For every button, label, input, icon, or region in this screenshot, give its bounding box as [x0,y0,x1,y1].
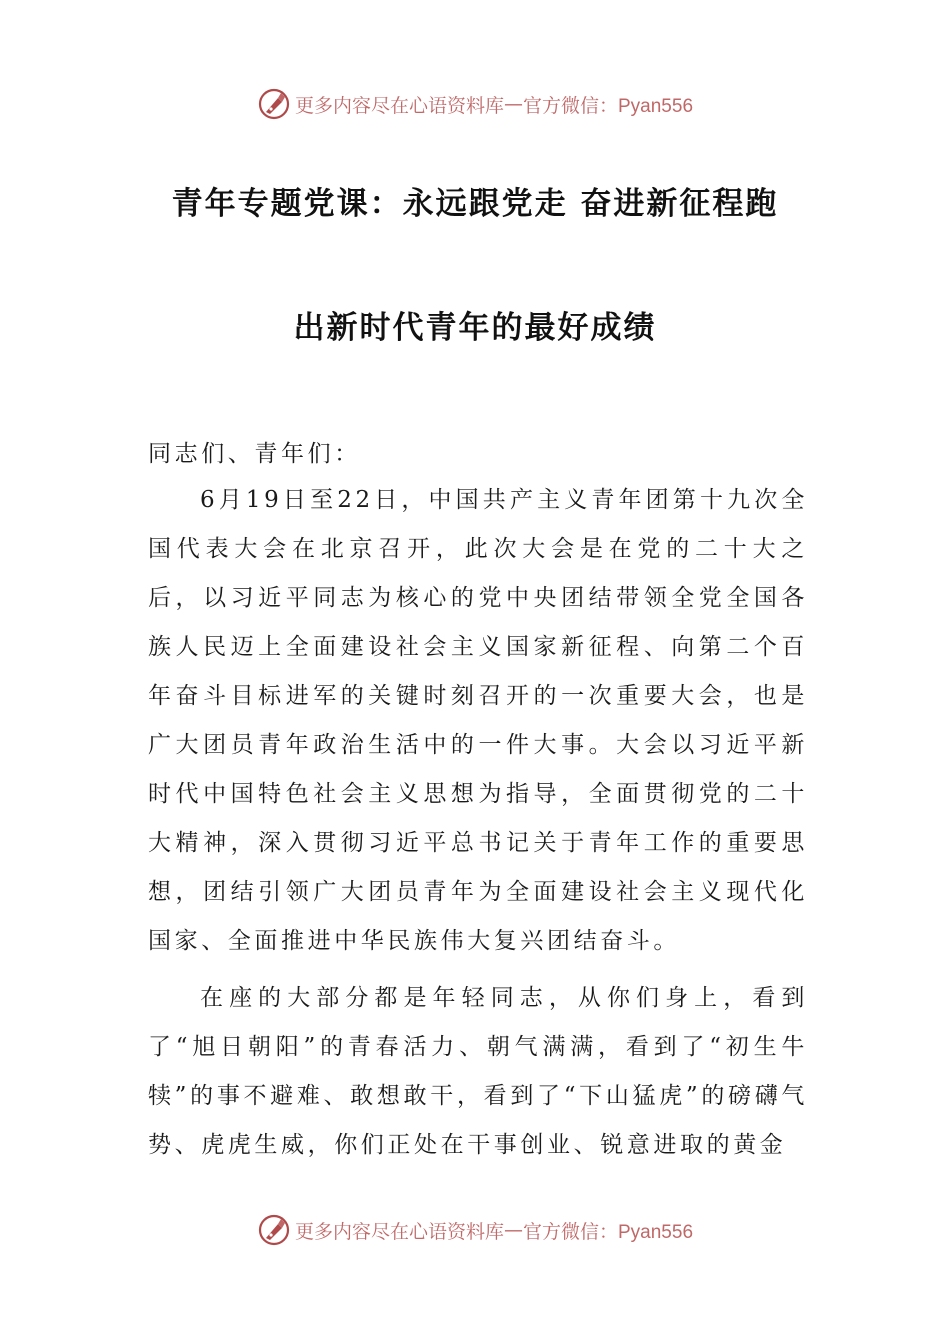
footer-banner [0,1210,950,1250]
pen-nib-icon [257,87,291,121]
pen-nib-icon [257,1213,291,1247]
banner-site-text: 更多内容尽在心语资料库 [294,1220,504,1243]
paragraph-1-text: 6月19日至22日，中国共产主义青年团第十九次全国代表大会在北京召开，此次大会是在党的二十大之后，以习近平同志为核心的党中央团结带领全党全国各族人民迈上全面建设社会主义国家新征程、向第二个百年奋斗目标进军的关键时刻召开的一次重要大会，也是广大团员青年政治生活中的一件大事。大会以习近平新时代中国特色社会主义思想为指导，全面贯彻党的二十大精神，深入贯彻习近平总书记关于青年工作的重要思想，团结引领广大团员青年为全面建设社会主义现代化国家、全面推进中华民族伟大复兴团结奋斗。 [148,487,808,954]
banner-dash: — [504,93,523,115]
paragraph-2-text: 在座的大部分都是年轻同志，从你们身上，看到了“旭日朝阳”的青春活力、朝气满满，看到了“初生牛犊”的事不避难、敢想敢干，看到了“下山猛虎”的磅礴气势、虎虎生威，你们正处在干事创业、锐意进取的黄金 [148,985,808,1158]
salutation [148,430,808,479]
paragraph-2 [148,974,808,1170]
header-banner [0,84,950,124]
document-title-line-1: 青年专题党课：永远跟党走 奋进新征程跑 [171,186,779,222]
document-title-line-2: 出新时代青年的最好成绩 [293,310,657,346]
banner-site-text: 更多内容尽在心语资料库 [294,94,504,117]
banner-wechat-text: 官方微信：Pyan556 [523,1221,694,1243]
banner-dash: — [504,1219,523,1241]
banner-wechat-text: 官方微信：Pyan556 [523,95,694,117]
salutation-text: 同志们、青年们： [148,441,361,467]
paragraph-1 [148,476,808,966]
